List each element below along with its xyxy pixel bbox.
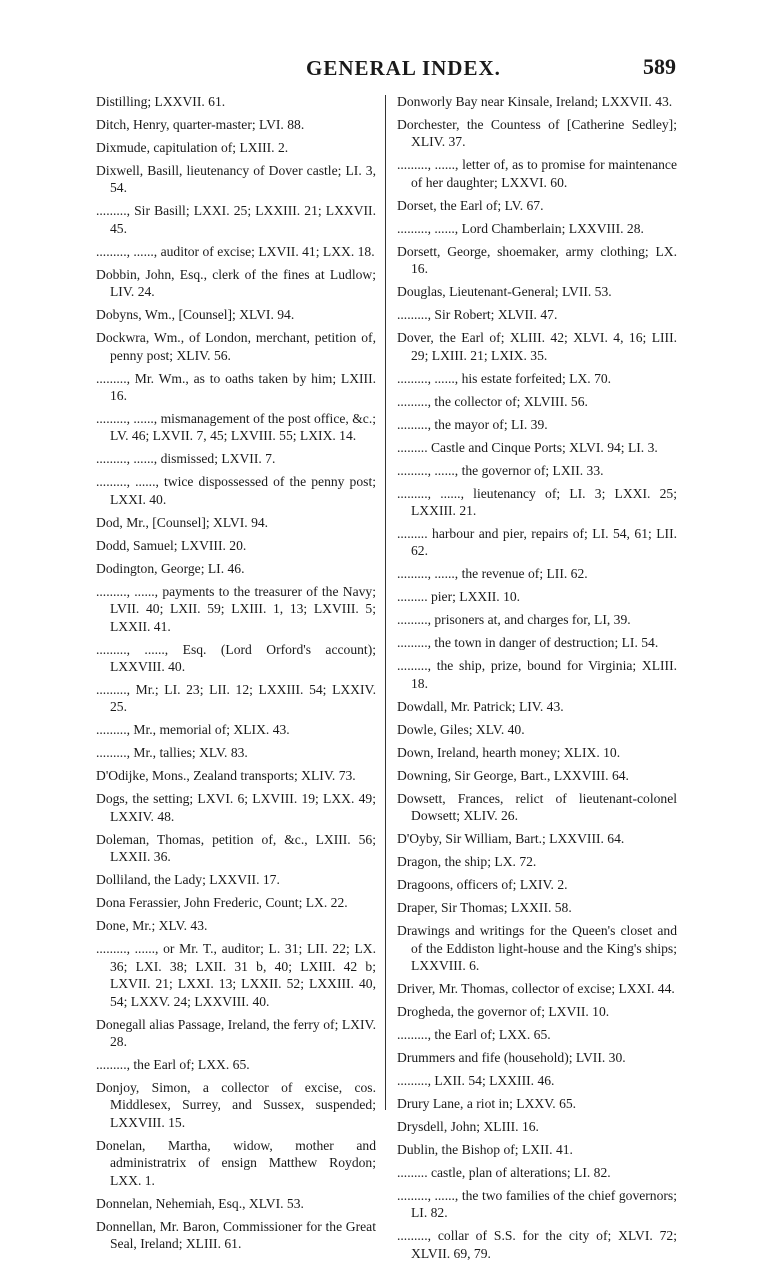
index-entry: Dowdall, Mr. Patrick; LIV. 43. (397, 698, 564, 714)
index-entry: ........., collar of S.S. for the city of; XLVI. 72; XLVII. 69, 79. (397, 1228, 677, 1261)
index-entry: Douglas, Lieutenant-General; LVII. 53. (397, 284, 612, 300)
index-entry: Distilling; LXXVII. 61. (96, 94, 226, 109)
index-entry: ........., prisoners at, and charges for, LI, 39. (397, 612, 631, 628)
index-entry: Dogs, the setting; LXVI. 6; LXVIII. 19; LXX. 49; LXXIV. 48. (96, 791, 376, 824)
index-entry: Dragon, the ship; LX. 72. (397, 854, 537, 870)
index-column-right (397, 93, 677, 1268)
index-entry: Dowle, Giles; XLV. 40. (397, 721, 525, 737)
index-entry: ........., ......, twice dispossessed of the penny post; LXXI. 40. (96, 474, 376, 507)
index-entry: ........., the town in danger of destruction; LI. 54. (397, 635, 659, 651)
index-entry: ........., ......, auditor of excise; LXVII. 41; LXX. 18. (96, 243, 375, 259)
index-entry: Donnelan, Nehemiah, Esq., XLVI. 53. (96, 1195, 304, 1211)
index-entry: ........., ......, letter of, as to promise for maintenance of her daughter; LXXVI. 60. (397, 157, 677, 190)
index-entry: ........., ......, the two families of the chief governors; LI. 82. (397, 1188, 677, 1221)
index-entry: ........., Mr., memorial of; XLIX. 43. (96, 722, 290, 738)
index-entry: ........., ......, dismissed; LXVII. 7. (96, 451, 276, 467)
index-entry: Drummers and fife (household); LVII. 30. (397, 1050, 626, 1066)
index-entry: Dobbin, John, Esq., clerk of the fines at Ludlow; LIV. 24. (96, 266, 376, 300)
index-entry: ........., the Earl of; LXX. 65. (96, 1056, 250, 1072)
index-entry: Down, Ireland, hearth money; XLIX. 10. (397, 744, 621, 760)
index-entry: Dolliland, the Lady; LXXVII. 17. (96, 872, 280, 888)
index-entry: D'Odijke, Mons., Zealand transports; XLIV. 73. (96, 768, 356, 784)
index-entry: ........., Mr. Wm., as to oaths taken by him; LXIII. 16. (96, 370, 376, 404)
index-entry: Dorset, the Earl of; LV. 67. (397, 197, 544, 213)
index-entry: Doleman, Thomas, petition of, &c., LXIII. 56; LXXII. 36. (96, 831, 376, 865)
index-entry: Dorchester, the Countess of [Catherine Sedley]; XLIV. 37. (397, 117, 677, 150)
index-entry: Donelan, Martha, widow, mother and administratrix of ensign Matthew Roydon; LXX. 1. (96, 1137, 376, 1188)
index-entry: Donegall alias Passage, Ireland, the ferry of; LXIV. 28. (96, 1016, 376, 1049)
index-entry: D'Oyby, Sir William, Bart.; LXXVIII. 64. (397, 831, 625, 847)
index-entry: ........., ......, the revenue of; LII. 62. (397, 566, 588, 582)
index-entry: ........., ......, or Mr. T., auditor; L. 31; LII. 22; LX. 36; LXI. 38; LXII. 31 b, 40; LXIII. 42 b; LXVII. 21; LXXI. 13; LXXII. 52; LXXIII. 40, 54; LXXV. 24; LXXVIII. 40. (96, 941, 376, 1009)
index-entry: ........., LXII. 54; LXXIII. 46. (397, 1073, 555, 1089)
index-entry: ........., ......, Lord Chamberlain; LXXVIII. 28. (397, 220, 644, 236)
index-entry: Dobyns, Wm., [Counsel]; XLVI. 94. (96, 307, 295, 323)
index-entry: Dorsett, George, shoemaker, army clothing; LX. 16. (397, 243, 677, 277)
index-entry: ......... castle, plan of alterations; LI. 82. (397, 1165, 611, 1181)
index-entry: ......... harbour and pier, repairs of; LI. 54, 61; LII. 62. (397, 526, 677, 559)
index-entry: Donworly Bay near Kinsale, Ireland; LXXVII. 43. (397, 94, 673, 109)
column-divider (385, 95, 386, 1110)
index-entry: ........., ......, his estate forfeited; LX. 70. (397, 370, 612, 386)
index-entry: Donjoy, Simon, a collector of excise, cos. Middlesex, Surrey, and Sussex, suspended; LXXVIII. 15. (96, 1079, 376, 1130)
index-entry: Downing, Sir George, Bart., LXXVIII. 64. (397, 767, 629, 783)
index-entry: ........., ......, Esq. (Lord Orford's account); LXXVIII. 40. (96, 641, 376, 675)
index-entry: ........., ......, lieutenancy of; LI. 3; LXXI. 25; LXXIII. 21. (397, 485, 677, 519)
index-entry: ........., the mayor of; LI. 39. (397, 416, 548, 432)
index-entry: Dover, the Earl of; XLIII. 42; XLVI. 4, 16; LIII. 29; LXIII. 21; LXIX. 35. (397, 330, 677, 363)
index-entry: Ditch, Henry, quarter-master; LVI. 88. (96, 117, 305, 132)
index-entry: Draper, Sir Thomas; LXXII. 58. (397, 900, 572, 916)
index-entry: Dragoons, officers of; LXIV. 2. (397, 877, 568, 893)
index-entry: ......... Castle and Cinque Ports; XLVI. 94; LI. 3. (397, 439, 658, 455)
index-entry: Drawings and writings for the Queen's closet and of the Eddiston light-house and the King's ships; LXXVIII. 6. (397, 923, 677, 974)
index-entry: Dublin, the Bishop of; LXII. 41. (397, 1142, 573, 1158)
index-entry: Dowsett, Frances, relict of lieutenant-colonel Dowsett; XLIV. 26. (397, 790, 677, 824)
index-entry: Drury Lane, a riot in; LXXV. 65. (397, 1096, 577, 1112)
index-entry: ........., the Earl of; LXX. 65. (397, 1027, 551, 1043)
index-entry: Drogheda, the governor of; LXVII. 10. (397, 1004, 610, 1020)
index-entry: Dixmude, capitulation of; LXIII. 2. (96, 140, 289, 155)
index-entry: ........., Sir Basill; LXXI. 25; LXXIII. 21; LXXVII. 45. (96, 203, 376, 236)
index-entry: Dodd, Samuel; LXVIII. 20. (96, 537, 247, 553)
index-entry: ........., ......, payments to the treasurer of the Navy; LVII. 40; LXII. 59; LXIII. 1, 13; LXVIII. 5; LXXII. 41. (96, 583, 376, 634)
page-header (0, 52, 770, 84)
index-entry: ........., Mr., tallies; XLV. 83. (96, 745, 248, 761)
index-entry: Dockwra, Wm., of London, merchant, petition of, penny post; XLIV. 56. (96, 330, 376, 363)
page-title: GENERAL INDEX. (306, 56, 501, 80)
index-entry: ......... pier; LXXII. 10. (397, 589, 521, 605)
index-column-left (96, 93, 376, 1258)
index-entry: ........., Mr.; LI. 23; LII. 12; LXXIII. 54; LXXIV. 25. (96, 682, 376, 715)
index-entry: Dod, Mr., [Counsel]; XLVI. 94. (96, 514, 269, 530)
index-entry: ........., ......, mismanagement of the post office, &c.; LV. 46; LXVII. 7, 45; LXVIII. 55; LXIX. 14. (96, 411, 376, 444)
index-entry: Drysdell, John; XLIII. 16. (397, 1119, 539, 1135)
page-number: 589 (643, 54, 676, 79)
index-entry: Donnellan, Mr. Baron, Commissioner for the Great Seal, Ireland; XLIII. 61. (96, 1218, 376, 1251)
index-entry: Done, Mr.; XLV. 43. (96, 918, 208, 934)
index-entry: ........., ......, the governor of; LXII. 33. (397, 462, 604, 478)
index-entry: Driver, Mr. Thomas, collector of excise; LXXI. 44. (397, 981, 675, 997)
index-entry: Dona Ferassier, John Frederic, Count; LX. 22. (96, 895, 348, 911)
index-entry: ........., Sir Robert; XLVII. 47. (397, 307, 558, 323)
index-entry: ........., the collector of; XLVIII. 56. (397, 393, 588, 409)
index-entry: Dixwell, Basill, lieutenancy of Dover castle; LI. 3, 54. (96, 163, 376, 196)
index-entry: Dodington, George; LI. 46. (96, 560, 245, 576)
index-entry: ........., the ship, prize, bound for Virginia; XLIII. 18. (397, 658, 677, 691)
